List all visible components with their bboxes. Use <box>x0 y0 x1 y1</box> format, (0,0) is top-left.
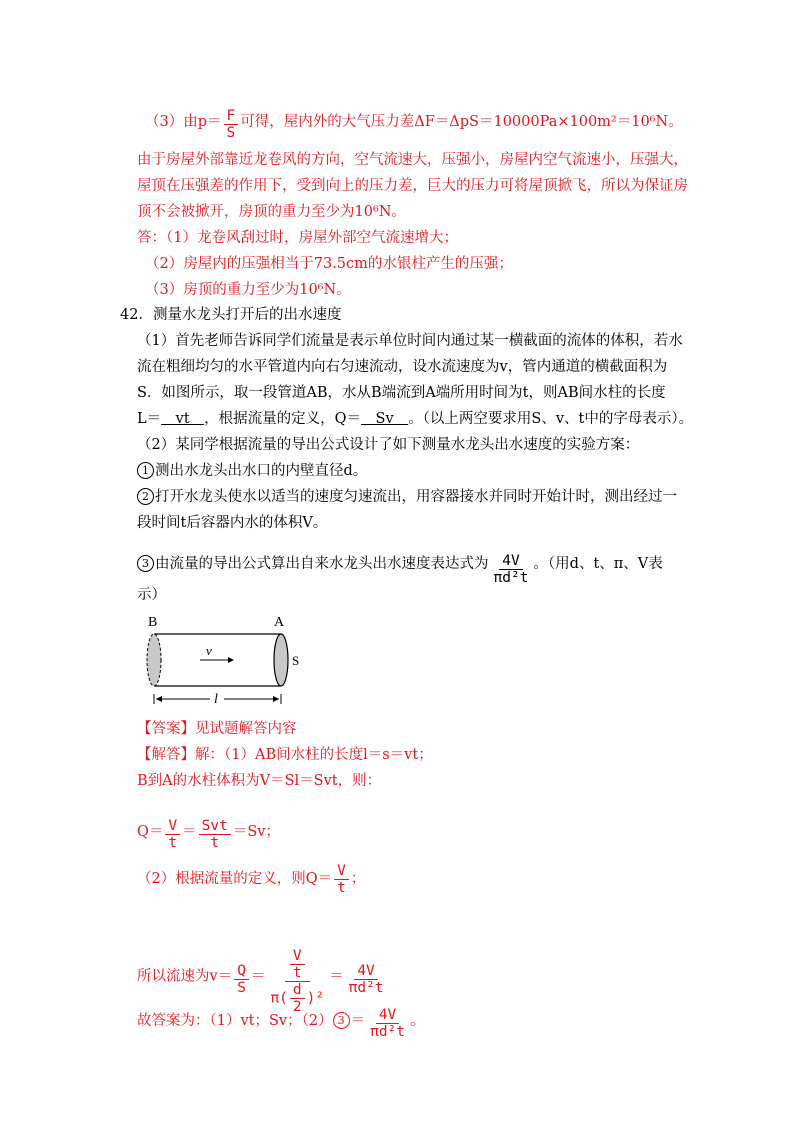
q42-part1-line-3: S．如图所示，取一段管道AB，水从B端流到A端所用时间为t，则AB间水柱的长度 <box>137 385 666 401</box>
label-A: A <box>274 615 285 630</box>
answer-line-3: （3）房顶的重力至少为10⁶N。 <box>145 282 351 298</box>
solution-line-1: 【解答】解：（1）AB间水柱的长度l＝s＝vt； <box>137 747 433 763</box>
solution-velocity-line: 所以流速为v＝ $\frac{Q}{S}$ ＝ $\frac{V}{t}$ π( $\frac{d}{2}$ )² ＝ $\frac{4V}{\text{πd²t}}$ <box>137 948 389 1015</box>
pipe-figure <box>140 610 310 710</box>
answer-line-2: （2）房屋内的压强相当于73.5cm的水银柱产生的压强； <box>145 256 513 272</box>
part3-formula-line: （3）由p＝ $\frac{F}{S}$ 可得，屋内外的大气压力差ΔF＝ΔpS＝10000Pa×100m²＝10⁶N。 <box>145 108 683 141</box>
answer-blank-2: Sv <box>361 411 409 427</box>
fraction-d-over-2: $\frac{d}{2}$ <box>290 982 305 1015</box>
question-42-title: 42．测量水龙头打开后的出水速度 <box>120 307 342 323</box>
fraction-4V-over-pi-d2-t-2: $\frac{4V}{\text{πd²t}}$ <box>348 962 384 996</box>
step-3-line-2: 示） <box>137 587 166 603</box>
label-l: l <box>214 692 218 707</box>
circled-two: 2 <box>137 488 154 505</box>
answer-line-1: 答：（1）龙卷风刮过时，房屋外部空气流速增大； <box>137 230 458 246</box>
explanation-line-2: 屋顶在压强差的作用下，受到向上的压力差，巨大的压力可将屋顶掀飞，所以为保证房 <box>137 178 688 194</box>
solution-Q-equation: Q＝ $\frac{V}{t}$ ＝ $\frac{\text{Svt}}{t}$ ＝Sv； <box>137 818 280 851</box>
label-B: B <box>148 615 158 630</box>
fraction-4V-over-pi-d2-t-3: $\frac{4V}{\text{πd²t}}$ <box>370 1007 406 1040</box>
step-2-line-1: 2 打开水龙头使水以适当的速度匀速流出，用容器接水并同时开始计时，测出经过一 <box>137 487 677 507</box>
solution-part2-line: （2）根据流量的定义，则Q＝ $\frac{V}{t}$ ； <box>137 863 366 896</box>
pipe-end-B <box>147 634 161 686</box>
q42-part2-line: （2）某同学根据流量的导出公式设计了如下测量水龙头出水速度的实验方案： <box>137 437 640 453</box>
step-1: 1 测出水龙头出水口的内壁直径d。 <box>137 461 367 481</box>
circled-three: 3 <box>137 555 154 572</box>
fraction-Q-over-S: $\frac{Q}{S}$ <box>234 963 249 996</box>
fraction-V-over-t-inner: $\frac{V}{t}$ <box>290 948 305 981</box>
step-3-line: 3 由流量的导出公式算出自来水龙头出水速度表达式为 $\frac{4V}{\text{πd²t}}$ 。（用d、t、π、V表 <box>137 553 663 586</box>
circled-three-answer: 3 <box>333 1012 350 1029</box>
fraction-V-over-t-2: $\frac{V}{t}$ <box>334 863 349 896</box>
final-answer-line: 故答案为：（1）vt；Sv；（2） 3 ＝ $\frac{4V}{\text{πd²t}}$ 。 <box>137 1007 425 1040</box>
explanation-line-3: 顶不会被掀开，房顶的重力至少为10⁶N。 <box>137 204 406 220</box>
fraction-Svt-over-t: $\frac{\text{Svt}}{t}$ <box>199 818 231 851</box>
fraction-compound: $\frac{V}{t}$ π( $\frac{d}{2}$ )² <box>270 948 325 1015</box>
solution-line-2: B到A的水柱体积为V＝Sl＝Svt，则： <box>137 773 382 789</box>
q42-part1-line-1: （1）首先老师告诉同学们流量是表示单位时间内通过某一横截面的流体的体积，若水 <box>137 333 683 349</box>
circled-one: 1 <box>137 462 154 479</box>
fraction-V-over-t: $\frac{V}{t}$ <box>165 818 180 851</box>
explanation-line-1: 由于房屋外部靠近龙卷风的方向，空气流速大，压强小，房屋内空气流速小，压强大， <box>137 152 688 168</box>
answer-blank-1: vt <box>161 411 205 427</box>
label-S: S <box>292 653 300 668</box>
q42-part1-line-4: L＝ vt ，根据流量的定义，Q＝ Sv 。（以上两空要求用S、v、t中的字母表示）。 <box>137 411 694 427</box>
label-v: v <box>206 643 212 658</box>
q42-part1-line-2: 流在粗细均匀的水平管道内向右匀速流动，设水流速度为v，管内通道的横截面积为 <box>137 359 668 375</box>
answer-label: 【答案】见试题解答内容 <box>137 721 297 737</box>
fraction-F-over-S: $\frac{F}{S}$ <box>224 108 239 141</box>
step-2-line-2: 段时间t后容器内水的体积V。 <box>137 515 328 531</box>
fraction-4V-over-pi-d2-t: $\frac{4V}{\text{πd²t}}$ <box>493 553 529 586</box>
pipe-end-A <box>274 634 288 686</box>
